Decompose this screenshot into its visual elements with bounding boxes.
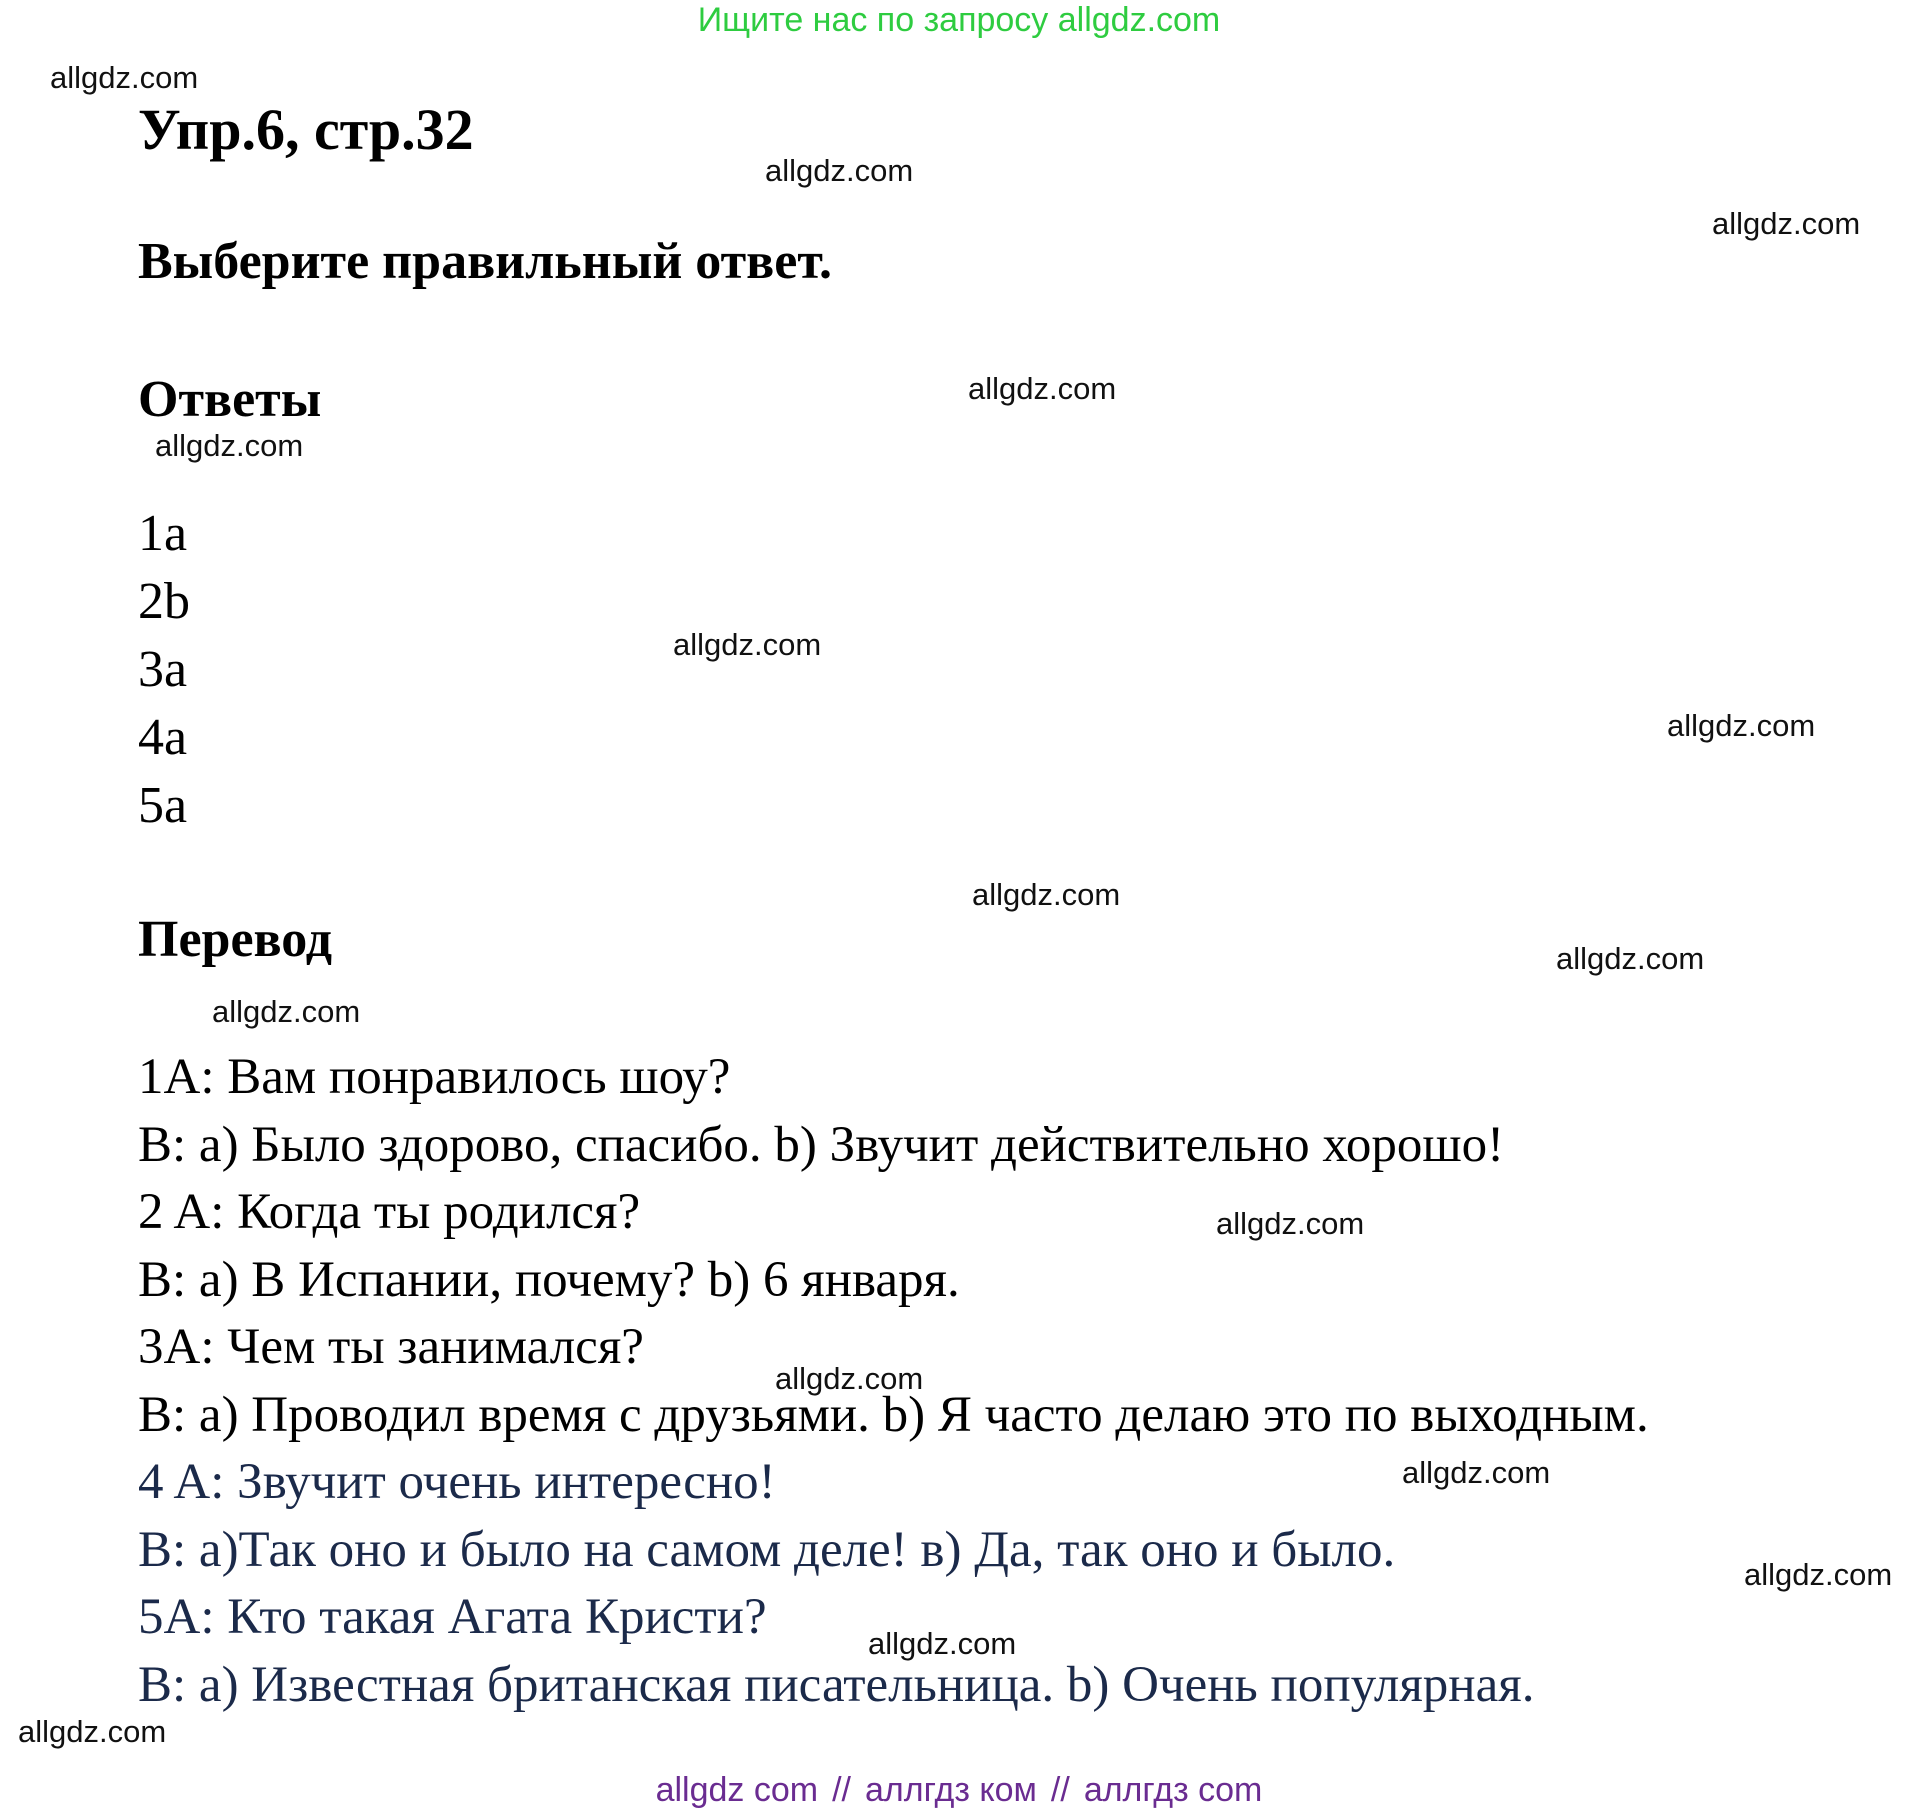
watermark: allgdz.com [765,153,914,188]
answer-item: 4a [138,709,188,766]
watermark: allgdz.com [18,1714,167,1749]
watermark: allgdz.com [673,627,822,662]
answers-heading: Ответы [138,371,322,428]
footer-separator: // [832,1771,852,1809]
watermark: allgdz.com [1216,1206,1365,1241]
task-instruction: Выберите правильный ответ. [138,233,832,290]
translation-line: B: a)Так оно и было на самом деле! в) Да, так оно и было. [138,1521,1396,1578]
watermark: allgdz.com [1712,206,1861,241]
translation-line: B: a) В Испании, почему? b) 6 января. [138,1251,960,1308]
watermark: allgdz.com [155,428,304,463]
answer-item: 2b [138,573,190,630]
translation-line: 2 A: Когда ты родился? [138,1184,641,1240]
answers-list [138,500,190,840]
translation-line: B: a) Было здорово, спасибо. b) Звучит действительно хорошо! [138,1116,1505,1173]
translation-line: B: a) Известная британская писательница. b) Очень популярная. [138,1656,1535,1713]
footer-link[interactable]: аллгдз ком [865,1771,1037,1809]
watermark: allgdz.com [1667,708,1816,743]
answer-item: 5a [138,777,188,834]
exercise-title: Упр.6, стр.32 [138,97,474,162]
translation-list [138,1044,1649,1719]
footer-link[interactable]: аллгдз com [1083,1771,1263,1809]
watermark: allgdz.com [50,60,199,95]
translation-line: 5A: Кто такая Агата Кристи? [138,1589,767,1645]
translation-line: 4 A: Звучит очень интересно! [138,1454,776,1510]
translation-line: 1A: Вам понравилось шоу? [138,1049,731,1105]
answer-item: 1a [138,505,188,562]
watermark: allgdz.com [968,371,1117,406]
translation-line: 3A: Чем ты занимался? [138,1319,644,1375]
answer-item: 3a [138,641,188,698]
watermark: allgdz.com [972,877,1121,912]
watermark: allgdz.com [1556,941,1705,976]
watermark: allgdz.com [1402,1455,1551,1490]
translation-line: B: a) Проводил время с друзьями. b) Я часто делаю это по выходным. [138,1386,1649,1443]
footer-separator: // [1050,1771,1070,1809]
search-banner: Ищите нас по запросу allgdz.com [697,1,1221,39]
watermark: allgdz.com [1744,1557,1893,1592]
watermark: allgdz.com [868,1626,1017,1661]
footer-links [0,1770,1918,1810]
watermark: allgdz.com [775,1361,924,1396]
watermark: allgdz.com [212,994,361,1029]
footer-link[interactable]: allgdz com [655,1771,819,1809]
translation-heading: Перевод [138,911,333,968]
